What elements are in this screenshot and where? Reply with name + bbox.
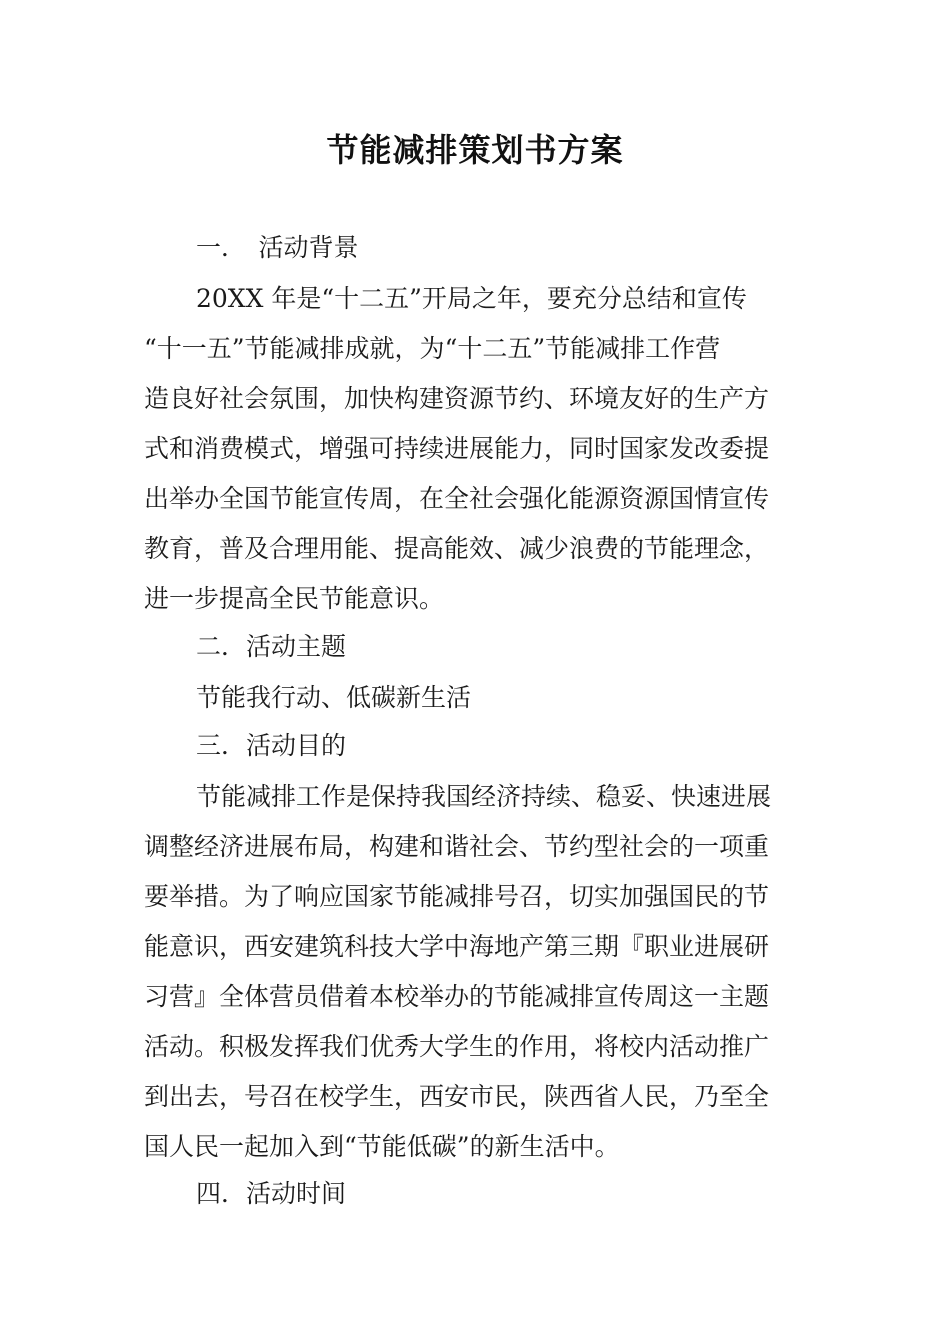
document-title: 节能减排策划书方案: [326, 131, 624, 169]
paragraph-line: 国人民一起加入到“节能低碳”的新生活中。: [144, 1132, 620, 1161]
paragraph-line: 习营』全体营员借着本校举办的节能减排宣传周这一主题: [144, 982, 770, 1011]
paragraph-line: 教育，普及合理用能、提高能效、减少浪费的节能理念，: [144, 534, 770, 563]
paragraph-line: 进一步提高全民节能意识。: [144, 584, 445, 613]
section-body-background: [144, 274, 808, 624]
paragraph-line: 到出去，号召在校学生，西安市民，陕西省人民，乃至全: [144, 1082, 770, 1111]
paragraph-line: 调整经济进展布局，构建和谐社会、节约型社会的一项重: [144, 832, 770, 861]
section-body-purpose: [144, 772, 808, 1172]
section-heading-purpose: 三．活动目的: [196, 731, 347, 760]
section-heading-theme: 二．活动主题: [196, 632, 347, 661]
paragraph-line: 造良好社会氛围，加快构建资源节约、环境友好的生产方: [144, 384, 770, 413]
paragraph-line: 式和消费模式，增强可持续进展能力，同时国家发改委提: [144, 434, 770, 463]
paragraph-line: 能意识，西安建筑科技大学中海地产第三期『职业进展研: [144, 932, 770, 961]
section-heading-background: 一． 活动背景: [196, 233, 359, 262]
paragraph-line: 20XX 年是“十二五”开局之年，要充分总结和宣传: [196, 284, 747, 313]
section-heading-time: 四．活动时间: [196, 1179, 347, 1208]
paragraph-line: 节能减排工作是保持我国经济持续、稳妥、快速进展: [196, 782, 772, 811]
paragraph-line: 节能我行动、低碳新生活: [196, 683, 472, 712]
paragraph-line: 活动。积极发挥我们优秀大学生的作用，将校内活动推广: [144, 1032, 770, 1061]
paragraph-line: 出举办全国节能宣传周，在全社会强化能源资源国情宣传: [144, 484, 770, 513]
section-body-theme: [144, 673, 808, 723]
paragraph-line: 要举措。为了响应国家节能减排号召，切实加强国民的节: [144, 882, 770, 911]
paragraph-line: “十一五”节能减排成就，为“十二五”节能减排工作营: [144, 334, 721, 363]
